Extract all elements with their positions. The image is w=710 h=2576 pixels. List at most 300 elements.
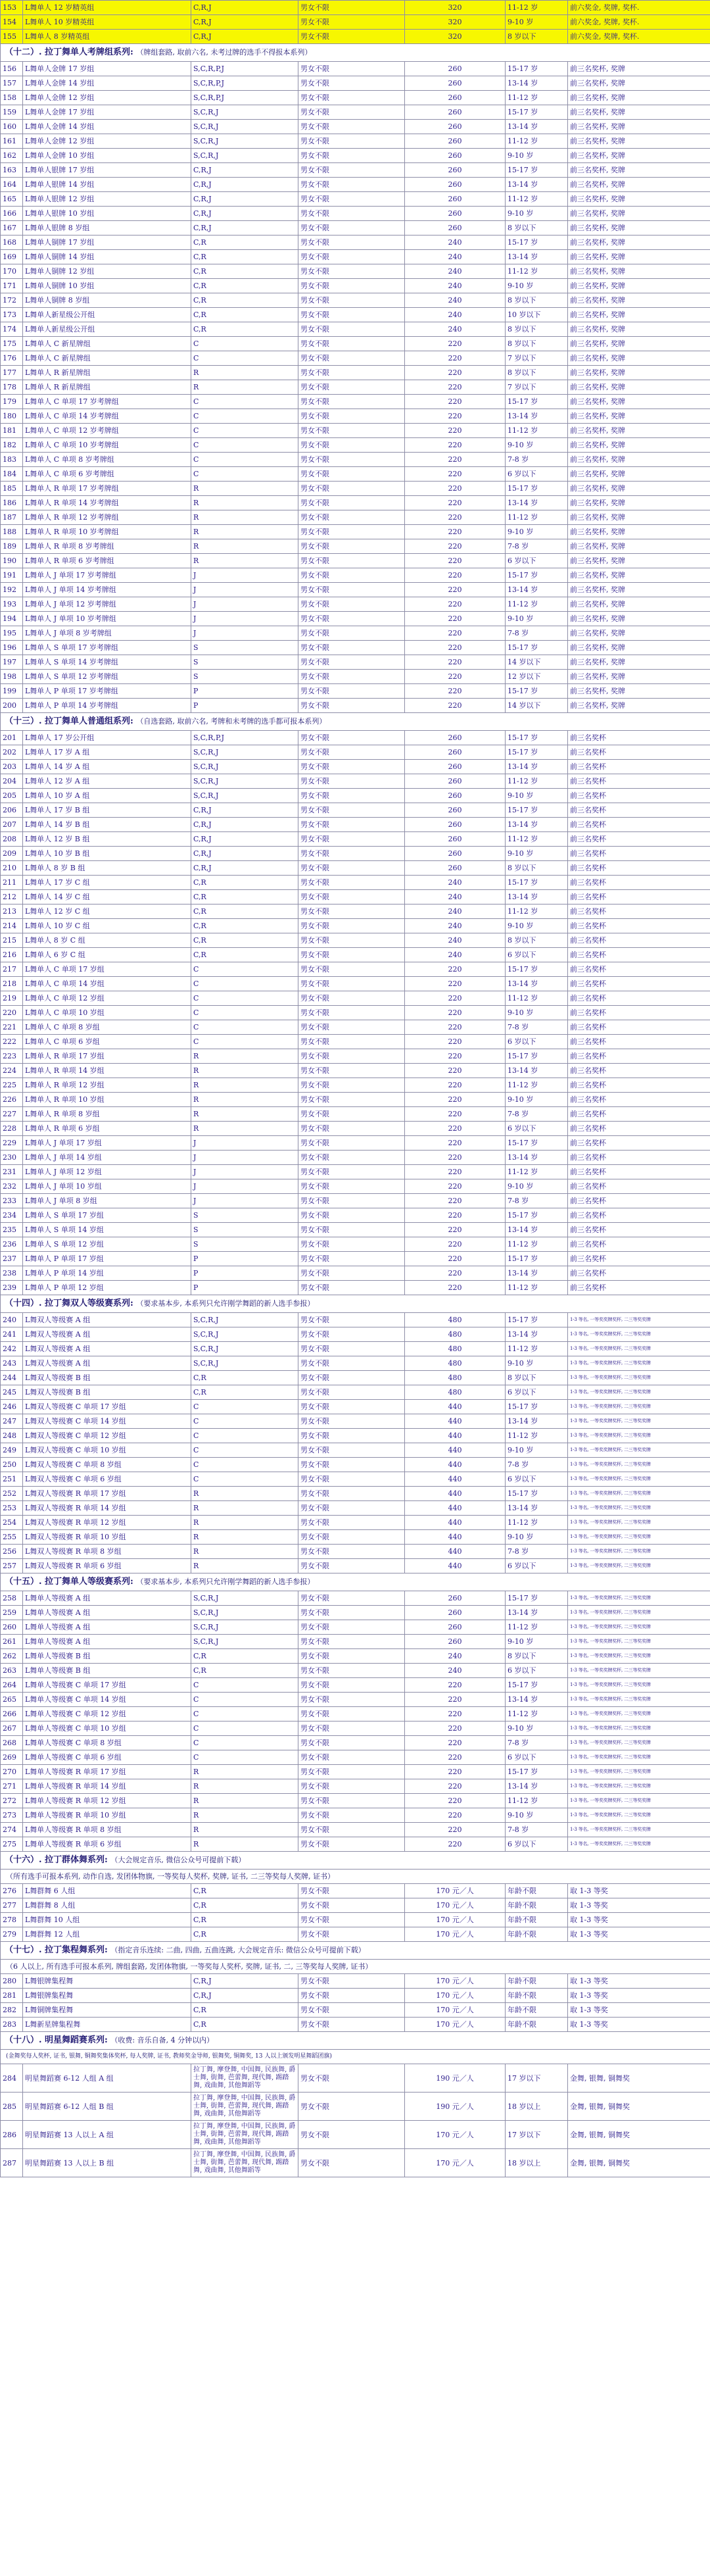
table-row bbox=[1, 467, 710, 482]
dances: C,R,J bbox=[191, 178, 298, 192]
prize: 前三名奖杯 bbox=[568, 1078, 710, 1093]
prize: 1-3 等名, 一等奖奖牌奖杯, 二三等奖奖牌 bbox=[568, 1635, 710, 1649]
gender: 男女不限 bbox=[298, 818, 405, 832]
prize: 前三名奖杯 bbox=[568, 919, 710, 933]
row-number: 270 bbox=[1, 1765, 23, 1779]
event-name: L舞银牌集程舞 bbox=[23, 1974, 191, 1989]
gender: 男女不限 bbox=[298, 948, 405, 962]
fee: 220 bbox=[405, 554, 506, 568]
table-row bbox=[1, 1443, 710, 1458]
gender: 男女不限 bbox=[298, 264, 405, 279]
age-group: 15-17 岁 bbox=[506, 1678, 568, 1693]
age-group: 13-14 岁 bbox=[506, 583, 568, 597]
dances: J bbox=[191, 583, 298, 597]
row-number: 263 bbox=[1, 1664, 23, 1678]
gender: 男女不限 bbox=[298, 1707, 405, 1721]
row-number: 201 bbox=[1, 731, 23, 745]
row-number: 249 bbox=[1, 1443, 23, 1458]
gender: 男女不限 bbox=[298, 510, 405, 525]
row-number: 228 bbox=[1, 1122, 23, 1136]
gender: 男女不限 bbox=[298, 308, 405, 322]
age-group: 7-8 岁 bbox=[506, 453, 568, 467]
gender: 男女不限 bbox=[298, 1736, 405, 1750]
row-number: 178 bbox=[1, 380, 23, 395]
dances: C bbox=[191, 351, 298, 366]
row-number: 266 bbox=[1, 1707, 23, 1721]
row-number: 187 bbox=[1, 510, 23, 525]
gender: 男女不限 bbox=[298, 1006, 405, 1020]
age-group: 15-17 岁 bbox=[506, 105, 568, 120]
gender: 男女不限 bbox=[298, 1208, 405, 1223]
fee: 440 bbox=[405, 1487, 506, 1501]
age-group: 7-8 岁 bbox=[506, 626, 568, 641]
age-group: 9-10 岁 bbox=[506, 149, 568, 163]
event-name: L舞单人银牌 14 岁组 bbox=[23, 178, 191, 192]
gender: 男女不限 bbox=[298, 1078, 405, 1093]
gender: 男女不限 bbox=[298, 2018, 405, 2032]
age-group: 15-17 岁 bbox=[506, 1400, 568, 1414]
gender: 男女不限 bbox=[298, 1064, 405, 1078]
prize: 前三名奖杯 bbox=[568, 1179, 710, 1194]
row-number: 230 bbox=[1, 1151, 23, 1165]
age-group: 13-14 岁 bbox=[506, 977, 568, 991]
fee: 170 元／人 bbox=[405, 2018, 506, 2032]
fee: 440 bbox=[405, 1559, 506, 1573]
prize: 取 1-3 等奖 bbox=[568, 1927, 710, 1942]
prize: 前三名奖杯 bbox=[568, 1107, 710, 1122]
age-group: 9-10 岁 bbox=[506, 1530, 568, 1545]
event-name: L舞单人 6 岁 C 组 bbox=[23, 948, 191, 962]
dances: C bbox=[191, 977, 298, 991]
age-group: 13-14 岁 bbox=[506, 1779, 568, 1794]
table-row bbox=[1, 774, 710, 789]
event-name: L舞单人等级赛 A 组 bbox=[23, 1635, 191, 1649]
dances: S,C,R,J bbox=[191, 1620, 298, 1635]
age-group: 年龄不限 bbox=[506, 1974, 568, 1989]
fee: 260 bbox=[405, 1635, 506, 1649]
fee: 260 bbox=[405, 1606, 506, 1620]
fee: 260 bbox=[405, 120, 506, 134]
table-row bbox=[1, 1750, 710, 1765]
fee: 220 bbox=[405, 1064, 506, 1078]
gender: 男女不限 bbox=[298, 105, 405, 120]
fee: 240 bbox=[405, 904, 506, 919]
prize: 1-3 等名, 一等奖奖牌奖杯, 二三等奖奖牌 bbox=[568, 1458, 710, 1472]
dances: J bbox=[191, 626, 298, 641]
prize: 1-3 等名, 一等奖奖牌奖杯, 二三等奖奖牌 bbox=[568, 1823, 710, 1837]
dances: R bbox=[191, 1093, 298, 1107]
table-row bbox=[1, 1606, 710, 1620]
row-number: 256 bbox=[1, 1545, 23, 1559]
gender: 男女不限 bbox=[298, 351, 405, 366]
row-number: 164 bbox=[1, 178, 23, 192]
event-name: L舞单人 C 单项 14 岁考牌组 bbox=[23, 409, 191, 424]
fee: 220 bbox=[405, 1266, 506, 1281]
fee: 170 元／人 bbox=[405, 2121, 506, 2149]
event-name: L舞双人等级赛 R 单项 8 岁组 bbox=[23, 1545, 191, 1559]
table-row bbox=[1, 1516, 710, 1530]
table-row bbox=[1, 525, 710, 539]
prize: 前三名奖杯 bbox=[568, 904, 710, 919]
table-row bbox=[1, 2018, 710, 2032]
prize: 前三名奖杯 bbox=[568, 948, 710, 962]
dances: C bbox=[191, 1750, 298, 1765]
event-name: L舞单人 J 单项 12 岁考牌组 bbox=[23, 597, 191, 612]
section-title-cell bbox=[1, 44, 710, 62]
age-group: 15-17 岁 bbox=[506, 745, 568, 760]
prize: 前三名奖杯 bbox=[568, 1035, 710, 1049]
fee: 440 bbox=[405, 1400, 506, 1414]
row-number: 176 bbox=[1, 351, 23, 366]
event-name: L舞单人等级赛 C 单项 8 岁组 bbox=[23, 1736, 191, 1750]
fee: 170 元／人 bbox=[405, 1927, 506, 1942]
row-number: 246 bbox=[1, 1400, 23, 1414]
row-number: 220 bbox=[1, 1006, 23, 1020]
gender: 男女不限 bbox=[298, 337, 405, 351]
fee: 240 bbox=[405, 1664, 506, 1678]
age-group: 15-17 岁 bbox=[506, 235, 568, 250]
prize: 前三名奖杯 bbox=[568, 1049, 710, 1064]
gender: 男女不限 bbox=[298, 1678, 405, 1693]
age-group: 11-12 岁 bbox=[506, 1165, 568, 1179]
event-name: L舞双人等级赛 R 单项 10 岁组 bbox=[23, 1530, 191, 1545]
fee: 260 bbox=[405, 1620, 506, 1635]
fee: 170 元／人 bbox=[405, 2003, 506, 2018]
prize: 金舞, 银舞, 铜舞奖 bbox=[568, 2093, 710, 2121]
table-row bbox=[1, 1884, 710, 1898]
fee: 220 bbox=[405, 366, 506, 380]
prize: 前三名奖杯, 奖牌 bbox=[568, 655, 710, 670]
table-row bbox=[1, 496, 710, 510]
row-number: 239 bbox=[1, 1281, 23, 1295]
table-row bbox=[1, 1591, 710, 1606]
age-group: 15-17 岁 bbox=[506, 1591, 568, 1606]
table-row bbox=[1, 962, 710, 977]
row-number: 247 bbox=[1, 1414, 23, 1429]
row-number: 258 bbox=[1, 1591, 23, 1606]
row-number: 180 bbox=[1, 409, 23, 424]
event-name: L舞单人 R 单项 8 岁考牌组 bbox=[23, 539, 191, 554]
gender: 男女不限 bbox=[298, 1035, 405, 1049]
table-row bbox=[1, 366, 710, 380]
gender: 男女不限 bbox=[298, 1487, 405, 1501]
gender: 男女不限 bbox=[298, 1458, 405, 1472]
fee: 220 bbox=[405, 583, 506, 597]
row-number: 182 bbox=[1, 438, 23, 453]
event-name: L舞单人 S 单项 17 岁考牌组 bbox=[23, 641, 191, 655]
gender: 男女不限 bbox=[298, 409, 405, 424]
age-group: 13-14 岁 bbox=[506, 1266, 568, 1281]
table-row bbox=[1, 1093, 710, 1107]
fee: 240 bbox=[405, 264, 506, 279]
row-number: 214 bbox=[1, 919, 23, 933]
gender: 男女不限 bbox=[298, 1093, 405, 1107]
row-number: 284 bbox=[1, 2064, 23, 2093]
event-name: L舞单人 P 单项 17 岁组 bbox=[23, 1252, 191, 1266]
gender: 男女不限 bbox=[298, 1165, 405, 1179]
age-group: 6 岁以下 bbox=[506, 1035, 568, 1049]
fee: 220 bbox=[405, 1165, 506, 1179]
table-row bbox=[1, 1, 710, 15]
gender: 男女不限 bbox=[298, 366, 405, 380]
event-name: L舞单人 C 单项 12 岁组 bbox=[23, 991, 191, 1006]
prize: 前三名奖杯, 奖牌 bbox=[568, 583, 710, 597]
dances: C,R,J bbox=[191, 818, 298, 832]
dances: C bbox=[191, 1458, 298, 1472]
event-name: L舞单人等级赛 R 单项 12 岁组 bbox=[23, 1794, 191, 1808]
fee: 220 bbox=[405, 1693, 506, 1707]
gender: 男女不限 bbox=[298, 496, 405, 510]
table-row bbox=[1, 1122, 710, 1136]
dances: P bbox=[191, 699, 298, 713]
prize: 前三名奖杯, 奖牌 bbox=[568, 250, 710, 264]
section-header bbox=[1, 1852, 710, 1870]
dances: R bbox=[191, 1559, 298, 1573]
gender: 男女不限 bbox=[298, 1429, 405, 1443]
dances: S,C,R,P,J bbox=[191, 62, 298, 76]
table-row bbox=[1, 1429, 710, 1443]
dances: J bbox=[191, 1194, 298, 1208]
event-name: L舞单人银牌 17 岁组 bbox=[23, 163, 191, 178]
age-group: 15-17 岁 bbox=[506, 1487, 568, 1501]
row-number: 261 bbox=[1, 1635, 23, 1649]
row-number: 232 bbox=[1, 1179, 23, 1194]
fee: 220 bbox=[405, 684, 506, 699]
event-name: L舞双人等级赛 R 单项 17 岁组 bbox=[23, 1487, 191, 1501]
fee: 260 bbox=[405, 149, 506, 163]
gender: 男女不限 bbox=[298, 1472, 405, 1487]
event-name: L舞单人 P 单项 12 岁组 bbox=[23, 1281, 191, 1295]
row-number: 215 bbox=[1, 933, 23, 948]
section-note: （收费: 音乐自备, 4 分钟以内） bbox=[110, 2036, 214, 2044]
prize: 1-3 等名, 一等奖奖牌奖杯, 二三等奖奖牌 bbox=[568, 1721, 710, 1736]
prize: 前三名奖杯, 奖牌 bbox=[568, 467, 710, 482]
row-number: 242 bbox=[1, 1342, 23, 1356]
prize: 前三名奖杯 bbox=[568, 977, 710, 991]
gender: 男女不限 bbox=[298, 1559, 405, 1573]
prize: 1-3 等名, 一等奖奖牌奖杯, 二三等奖奖牌 bbox=[568, 1794, 710, 1808]
fee: 220 bbox=[405, 467, 506, 482]
row-number: 161 bbox=[1, 134, 23, 149]
row-number: 254 bbox=[1, 1516, 23, 1530]
age-group: 8 岁以下 bbox=[506, 861, 568, 876]
gender: 男女不限 bbox=[298, 2121, 405, 2149]
age-group: 7-8 岁 bbox=[506, 1194, 568, 1208]
table-row bbox=[1, 1721, 710, 1736]
gender: 男女不限 bbox=[298, 876, 405, 890]
table-row bbox=[1, 904, 710, 919]
dances: C,R bbox=[191, 948, 298, 962]
dances: J bbox=[191, 612, 298, 626]
gender: 男女不限 bbox=[298, 250, 405, 264]
gender: 男女不限 bbox=[298, 2093, 405, 2121]
prize: 前三名奖杯, 奖牌 bbox=[568, 192, 710, 207]
row-number: 236 bbox=[1, 1237, 23, 1252]
table-row bbox=[1, 178, 710, 192]
table-row bbox=[1, 1487, 710, 1501]
dances: C,R,J bbox=[191, 163, 298, 178]
event-name: L舞单人等级赛 R 单项 14 岁组 bbox=[23, 1779, 191, 1794]
age-group: 9-10 岁 bbox=[506, 1356, 568, 1371]
dances: R bbox=[191, 380, 298, 395]
table-row bbox=[1, 1823, 710, 1837]
fee: 220 bbox=[405, 626, 506, 641]
age-group: 13-14 岁 bbox=[506, 760, 568, 774]
age-group: 11-12 岁 bbox=[506, 1281, 568, 1295]
gender: 男女不限 bbox=[298, 774, 405, 789]
dances: C bbox=[191, 1678, 298, 1693]
dances: C,R bbox=[191, 308, 298, 322]
dances: C,R bbox=[191, 1664, 298, 1678]
row-number: 252 bbox=[1, 1487, 23, 1501]
event-name: L舞铜牌集程舞 bbox=[23, 2003, 191, 2018]
row-number: 245 bbox=[1, 1385, 23, 1400]
prize: 前三名奖杯, 奖牌 bbox=[568, 482, 710, 496]
event-name: L舞双人等级赛 B 组 bbox=[23, 1371, 191, 1385]
age-group: 15-17 岁 bbox=[506, 62, 568, 76]
row-number: 213 bbox=[1, 904, 23, 919]
gender: 男女不限 bbox=[298, 62, 405, 76]
fee: 260 bbox=[405, 774, 506, 789]
table-row bbox=[1, 1356, 710, 1371]
gender: 男女不限 bbox=[298, 467, 405, 482]
row-number: 202 bbox=[1, 745, 23, 760]
row-number: 181 bbox=[1, 424, 23, 438]
dances: R bbox=[191, 1049, 298, 1064]
fee: 170 元／人 bbox=[405, 1898, 506, 1913]
prize: 1-3 等名, 一等奖奖牌奖杯, 二三等奖奖牌 bbox=[568, 1808, 710, 1823]
table-row bbox=[1, 1313, 710, 1327]
fee: 220 bbox=[405, 525, 506, 539]
age-group: 7-8 岁 bbox=[506, 1458, 568, 1472]
section-note: （要求基本步, 本系列只允许刚学舞蹈的新人选手参报） bbox=[136, 1577, 315, 1586]
event-name: 明星舞蹈赛 6-12 人组 A 组 bbox=[23, 2064, 191, 2093]
table-row bbox=[1, 1530, 710, 1545]
age-group: 7-8 岁 bbox=[506, 1736, 568, 1750]
gender: 男女不限 bbox=[298, 1313, 405, 1327]
prize: 前三名奖杯, 奖牌 bbox=[568, 279, 710, 293]
table-row bbox=[1, 105, 710, 120]
prize: 1-3 等名, 一等奖奖牌奖杯, 二三等奖奖牌 bbox=[568, 1779, 710, 1794]
row-number: 157 bbox=[1, 76, 23, 91]
age-group: 13-14 岁 bbox=[506, 1223, 568, 1237]
event-name: L舞双人等级赛 A 组 bbox=[23, 1342, 191, 1356]
age-group: 7 岁以下 bbox=[506, 380, 568, 395]
table-row bbox=[1, 207, 710, 221]
gender: 男女不限 bbox=[298, 1974, 405, 1989]
prize: 前三名奖杯 bbox=[568, 847, 710, 861]
row-number: 259 bbox=[1, 1606, 23, 1620]
table-row bbox=[1, 351, 710, 366]
row-number: 172 bbox=[1, 293, 23, 308]
dances: J bbox=[191, 1151, 298, 1165]
fee: 260 bbox=[405, 847, 506, 861]
table-row bbox=[1, 1194, 710, 1208]
table-row bbox=[1, 803, 710, 818]
dances: C bbox=[191, 453, 298, 467]
fee: 220 bbox=[405, 568, 506, 583]
age-group: 13-14 岁 bbox=[506, 1693, 568, 1707]
row-number: 168 bbox=[1, 235, 23, 250]
dances: C bbox=[191, 438, 298, 453]
event-name: L舞单人 C 单项 10 岁组 bbox=[23, 1006, 191, 1020]
prize: 1-3 等名, 一等奖奖牌奖杯, 二三等奖奖牌 bbox=[568, 1443, 710, 1458]
fee: 260 bbox=[405, 818, 506, 832]
gender: 男女不限 bbox=[298, 597, 405, 612]
table-row bbox=[1, 818, 710, 832]
fee: 220 bbox=[405, 1794, 506, 1808]
dances: P bbox=[191, 1266, 298, 1281]
table-row bbox=[1, 760, 710, 774]
event-name: L舞双人等级赛 C 单项 6 岁组 bbox=[23, 1472, 191, 1487]
row-number: 212 bbox=[1, 890, 23, 904]
row-number: 227 bbox=[1, 1107, 23, 1122]
section-note: （要求基本步, 本系列只允许刚学舞蹈的新人选手参报） bbox=[136, 1299, 315, 1308]
dances: J bbox=[191, 568, 298, 583]
event-name: L舞单人 J 单项 17 岁考牌组 bbox=[23, 568, 191, 583]
row-number: 189 bbox=[1, 539, 23, 554]
gender: 男女不限 bbox=[298, 1194, 405, 1208]
table-row bbox=[1, 1078, 710, 1093]
prize: 前三名奖杯 bbox=[568, 876, 710, 890]
age-group: 13-14 岁 bbox=[506, 1606, 568, 1620]
fee: 170 元／人 bbox=[405, 1913, 506, 1927]
event-name: L舞单人 R 单项 14 岁考牌组 bbox=[23, 496, 191, 510]
prize: 前三名奖杯 bbox=[568, 1208, 710, 1223]
dances: R bbox=[191, 1516, 298, 1530]
fee: 220 bbox=[405, 699, 506, 713]
table-row bbox=[1, 120, 710, 134]
prize: 1-3 等名, 一等奖奖牌奖杯, 二三等奖奖牌 bbox=[568, 1342, 710, 1356]
fee: 260 bbox=[405, 803, 506, 818]
event-name: 明星舞蹈赛 13 人以上 B 组 bbox=[23, 2149, 191, 2177]
row-number: 229 bbox=[1, 1136, 23, 1151]
fee: 480 bbox=[405, 1356, 506, 1371]
table-row bbox=[1, 1545, 710, 1559]
age-group: 15-17 岁 bbox=[506, 1313, 568, 1327]
table-row bbox=[1, 235, 710, 250]
row-number: 174 bbox=[1, 322, 23, 337]
table-row bbox=[1, 1765, 710, 1779]
gender: 男女不限 bbox=[298, 1808, 405, 1823]
fee: 260 bbox=[405, 91, 506, 105]
prize: 前三名奖杯 bbox=[568, 774, 710, 789]
event-name: 明星舞蹈赛 6-12 人组 B 组 bbox=[23, 2093, 191, 2121]
fee: 220 bbox=[405, 1837, 506, 1852]
table-row bbox=[1, 134, 710, 149]
table-row bbox=[1, 626, 710, 641]
dances: C,R,J bbox=[191, 803, 298, 818]
dances: C,R bbox=[191, 1898, 298, 1913]
dances: C,R,J bbox=[191, 30, 298, 44]
section-title: （十七）. 拉丁集程舞系列: bbox=[5, 1945, 108, 1955]
fee: 220 bbox=[405, 1736, 506, 1750]
dances: C,R,J bbox=[191, 847, 298, 861]
section-note: （牌组套路, 取前六名, 未考过牌的选手不得报本系列） bbox=[136, 48, 312, 57]
event-name: L舞单人 R 新星牌组 bbox=[23, 380, 191, 395]
row-number: 262 bbox=[1, 1649, 23, 1664]
row-number: 237 bbox=[1, 1252, 23, 1266]
section-title: （十四）. 拉丁舞双人等级赛系列: bbox=[5, 1299, 133, 1308]
event-name: L舞单人 C 单项 6 岁组 bbox=[23, 1035, 191, 1049]
prize: 前三名奖杯 bbox=[568, 890, 710, 904]
fee: 220 bbox=[405, 424, 506, 438]
prize: 前三名奖杯 bbox=[568, 818, 710, 832]
event-name: L舞双人等级赛 C 单项 10 岁组 bbox=[23, 1443, 191, 1458]
gender: 男女不限 bbox=[298, 482, 405, 496]
row-number: 154 bbox=[1, 15, 23, 30]
fee: 220 bbox=[405, 641, 506, 655]
